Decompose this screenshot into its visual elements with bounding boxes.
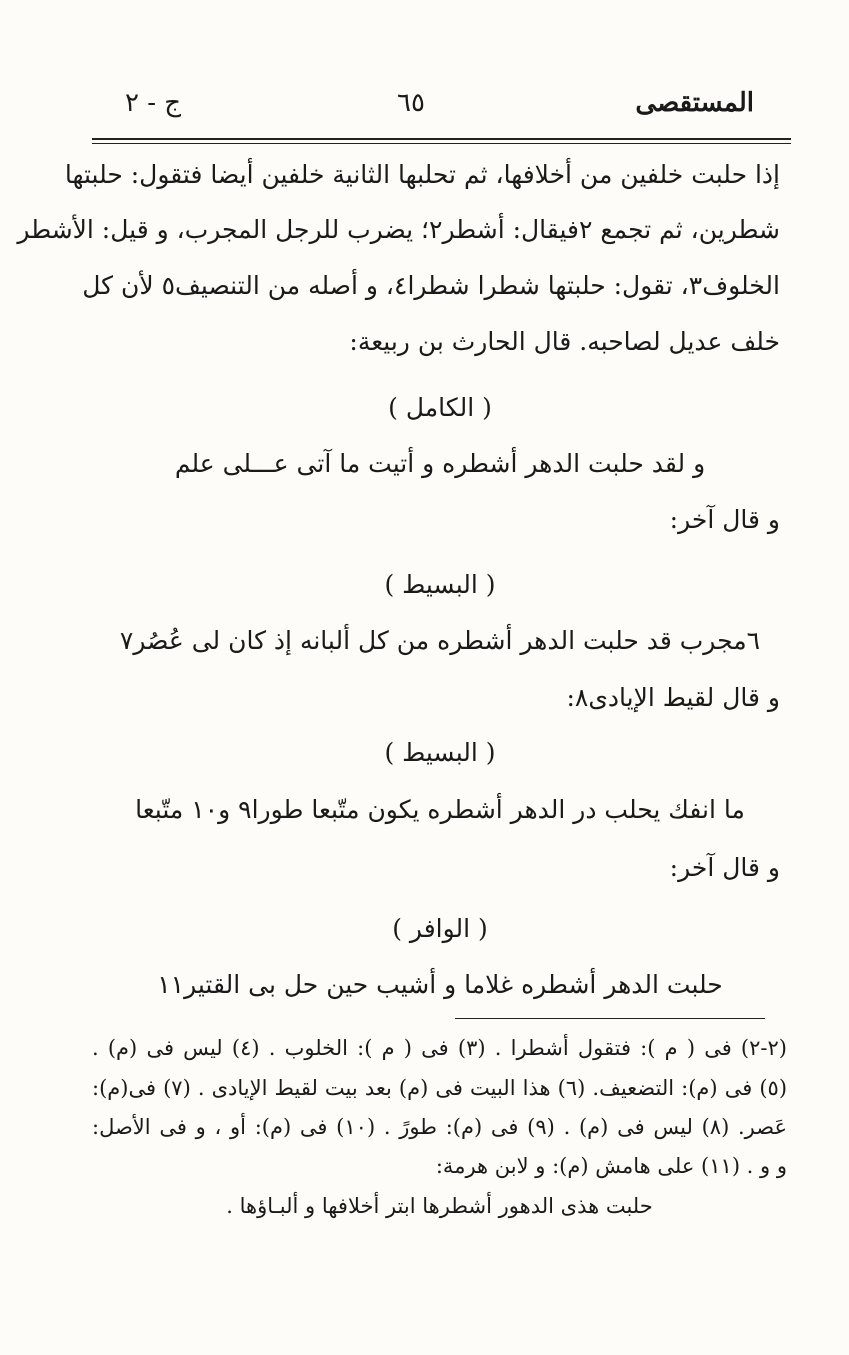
footnote-line-4: و و . (١١) على هامش (م): و لابن هرمة: [435,1154,787,1178]
intro-line-4: و قال آخر: [669,853,780,882]
volume-label: ج - ٢ [125,88,182,118]
header-rule-thick [92,138,791,140]
intro-line-3: و قال لقيط الإيادى٨: [566,683,780,712]
intro-line-2: و قال آخر: [669,505,780,534]
meter-label-1: ( الكامل ) [388,393,492,422]
verse-2: ٦مجرب قد حلبت الدهر أشطره من كل ألبانه إذ كان لى عُصُر٧ [119,626,761,655]
verse-3: ما انفك يحلب در الدهر أشطره يكون متّبعا طورا٩ و١٠ متّبعا [135,795,745,824]
footnote-line-3: عَصر. (٨) ليس فى (م) . (٩) فى (م): طورً . (١٠) فى (م): أو ، و فى الأصل: [92,1115,788,1139]
header-rule-thin [92,143,791,144]
footnote-line-1: (٢-٢) فى ( م ): فتقول أشطرا . (٣) فى ( م ): الخلوب . (٤) ليس فى (م) . [92,1036,787,1060]
meter-label-4: ( الوافر ) [392,914,488,943]
meter-label-3: ( البسيط ) [384,738,496,767]
paragraph-line-4: خلف عديل لصاحبه. قال الحارث بن ربيعة: [349,327,780,356]
page-number: ٦٥ [397,88,425,118]
meter-label-2: ( البسيط ) [384,570,496,599]
paragraph-line-1: إذا حلبت خلفين من أخلافها، ثم تحلبها الثانية خلفين أيضا فتقول: حلبتها [64,160,780,189]
verse-1: و لقد حلبت الدهر أشطره و أتيت ما آتى عـــلى علم [174,449,706,478]
running-title: المستقصى [635,88,754,118]
footnote-rule [455,1018,765,1019]
footnote-verse: حلبت هذى الدهور أشطرها ابتر أخلافها و ألبـاؤها . [226,1194,653,1218]
verse-4: حلبت الدهر أشطره غلاما و أشيب حين حل بى القتير١١ [157,970,723,999]
footnote-line-2: (٥) فى (م): التضعيف. (٦) هذا البيت فى (م) بعد بيت لقيط الإيادى . (٧) فى(م): [92,1076,788,1100]
paragraph-line-3: الخلوف٣، تقول: حلبتها شطرا شطرا٤، و أصله من التنصيف٥ لأن كل [82,271,780,300]
paragraph-line-2: شطرين، ثم تجمع ٢فيقال: أشطر٢؛ يضرب للرجل المجرب، و قيل: الأشطر [17,215,780,244]
